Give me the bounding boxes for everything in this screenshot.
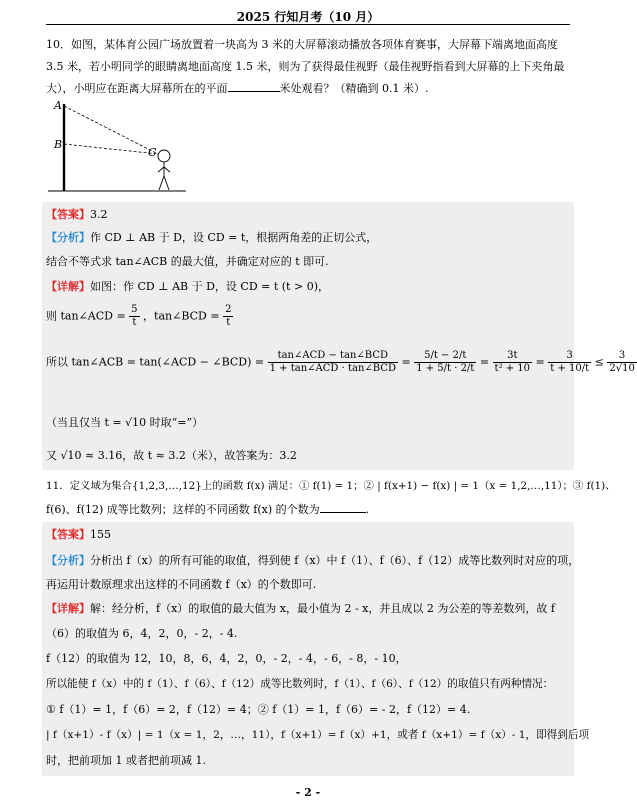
s11-analysis-line2: 再运用计数原理求出这样的不同函数 f（x）的个数即可.	[46, 578, 317, 591]
fraction-2-over-t: $\frac{2}{t}$	[225, 304, 232, 328]
analysis-line1: 作 CD ⊥ AB 于 D，设 CD = t，根据两角差的正切公式，	[90, 231, 378, 244]
analysis-line1: 分析出 f（x）的所有可能的取值，得到使 f（x）中 f（1）、f（6）、f（12）成等比数列时对应的项，	[90, 554, 580, 567]
fraction-3t: $\frac{3t}{\text{t² + 10}}$	[494, 350, 531, 374]
figure-label-a: A	[54, 99, 62, 112]
q10-line3-end: 米处观看？（精确到 0.1 米）.	[279, 82, 429, 95]
s11-detail-line2: （6）的取值为 6，4，2，0，- 2，- 4.	[46, 627, 238, 640]
fraction-max-value: $\frac{3}{2√10}$	[609, 350, 635, 374]
figure-label-b: B	[54, 138, 63, 151]
answer-blank	[320, 512, 366, 513]
s11-detail	[46, 600, 555, 616]
s10-detail	[46, 278, 329, 294]
analysis-tag: 【分析】	[46, 231, 90, 244]
q11-line2	[46, 501, 369, 517]
detail-tag: 【详解】	[46, 280, 90, 293]
fraction-tan-difference: $\frac{\text{tan∠ACD − tan∠BCD}}{\text{1 + tan∠ACD · tan∠BCD}}$	[269, 350, 396, 374]
s10-detail-line4: （当且仅当 t = √10 时取“=”）	[46, 416, 204, 429]
fraction-3-over-sum: $\frac{3}{t + 10/t}$	[550, 350, 590, 374]
q10-line1: 10．如图，某体育公园广场放置着一块高为 3 米的大屏幕滚动播放各项体育赛事，大屏幕下端离地面高度	[46, 38, 558, 51]
s10-analysis	[46, 229, 377, 245]
detail-line1: 解：经分析，f（x）的取值的最大值为 x，最小值为 2 - x，并且成以 2 为公差的等差数列，故 f	[90, 602, 555, 615]
page-number: - 2 -	[295, 786, 321, 799]
q10-line3-start: 大），小明应在距离大屏幕所在的平面	[46, 82, 228, 95]
tan-acb-text: 所以 tan∠ACB = tan(∠ACD − ∠BCD) =	[46, 355, 265, 369]
q11-line2-end: .	[365, 503, 370, 516]
s11-detail-line6: | f（x+1）- f（x）| = 1（x = 1，2，…，11），f（x+1）= f（x）+1，或者 f（x+1）= f（x）- 1，即得到后项	[46, 729, 590, 741]
q10-line2: 3.5 米，若小明同学的眼睛离地面高度 1.5 米，则为了获得最佳视野（最佳视野指看到大屏幕的上下夹角最	[46, 60, 565, 73]
figure-label-c: C	[148, 146, 157, 159]
s10-detail-line5: 又 √10 ≈ 3.16，故 t ≈ 3.2（米），故答案为：3.2	[46, 449, 297, 462]
screen-viewing-figure	[48, 96, 188, 196]
s11-detail-line5: ① f（1）= 1，f（6）= 2，f（12）= 4；② f（1）= 1，f（6）= - 2，f（12）= 4.	[46, 703, 471, 716]
page-header-title: 2025 行知月考（10 月）	[236, 10, 380, 24]
s10-detail-line2	[46, 304, 233, 329]
fraction-substituted: $\frac{5/t - 2/t}{1 + 5/t \cdot 2/t}$	[416, 350, 475, 374]
q10-line3	[46, 80, 428, 96]
s10-detail-line3: 所以 tan∠ACB = tan(∠ACD − ∠BCD) = $\frac{\text{tan∠ACD − tan∠BCD}}{\text{1 + tan∠ACD · tan∠BCD}}$ = $\frac{5/t - 2/t}{1 + 5/t \cdot 2/t}$ = $\frac{3t}{\text{t² + 10}}$ = $\frac{3}{t + 10/t}$ ≤ $\frac{3}{2√10}$	[46, 350, 635, 374]
q11-line1: 11．定义域为集合{1,2,3,…,12}上的函数 f(x) 满足：① f(1) = 1；② | f(x+1) − f(x) | = 1（x = 1,2,…,11）；③ f(1)、	[46, 480, 616, 492]
answer-tag: 【答案】	[46, 208, 90, 221]
tan-acd-text: 则 tan∠ACD =	[46, 309, 126, 323]
answer-blank	[228, 91, 280, 92]
s11-analysis	[46, 552, 579, 568]
s11-detail-line4: 所以能使 f（x）中的 f（1）、f（6）、f（12）成等比数列时，f（1）、f（6）、f（12）的取值只有两种情况：	[46, 678, 554, 690]
s11-answer	[46, 526, 111, 542]
s11-detail-line7: 时，把前项加 1 或者把前项减 1.	[46, 754, 206, 767]
s11-detail-line3: f（12）的取值为 12，10，8，6，4，2，0，- 2，- 4，- 6，- 8，- 10，	[46, 652, 407, 665]
detail-line1: 如图：作 CD ⊥ AB 于 D，设 CD = t (t > 0)，	[90, 280, 329, 293]
answer-value: 155	[90, 528, 111, 541]
answer-tag: 【答案】	[46, 528, 90, 541]
fraction-5-over-t: $\frac{5}{t}$	[131, 304, 138, 328]
answer-value: 3.2	[90, 208, 108, 221]
q11-line2-start: f(6)、f(12) 成等比数列；这样的不同函数 f(x) 的个数为	[46, 503, 320, 516]
analysis-tag: 【分析】	[46, 554, 90, 567]
s10-analysis-line2: 结合不等式求 tan∠ACB 的最大值，并确定对应的 t 即可.	[46, 255, 329, 268]
s10-answer	[46, 206, 108, 222]
header-divider	[46, 24, 570, 25]
tan-bcd-text: ，tan∠BCD =	[143, 309, 220, 323]
detail-tag: 【详解】	[46, 602, 90, 615]
